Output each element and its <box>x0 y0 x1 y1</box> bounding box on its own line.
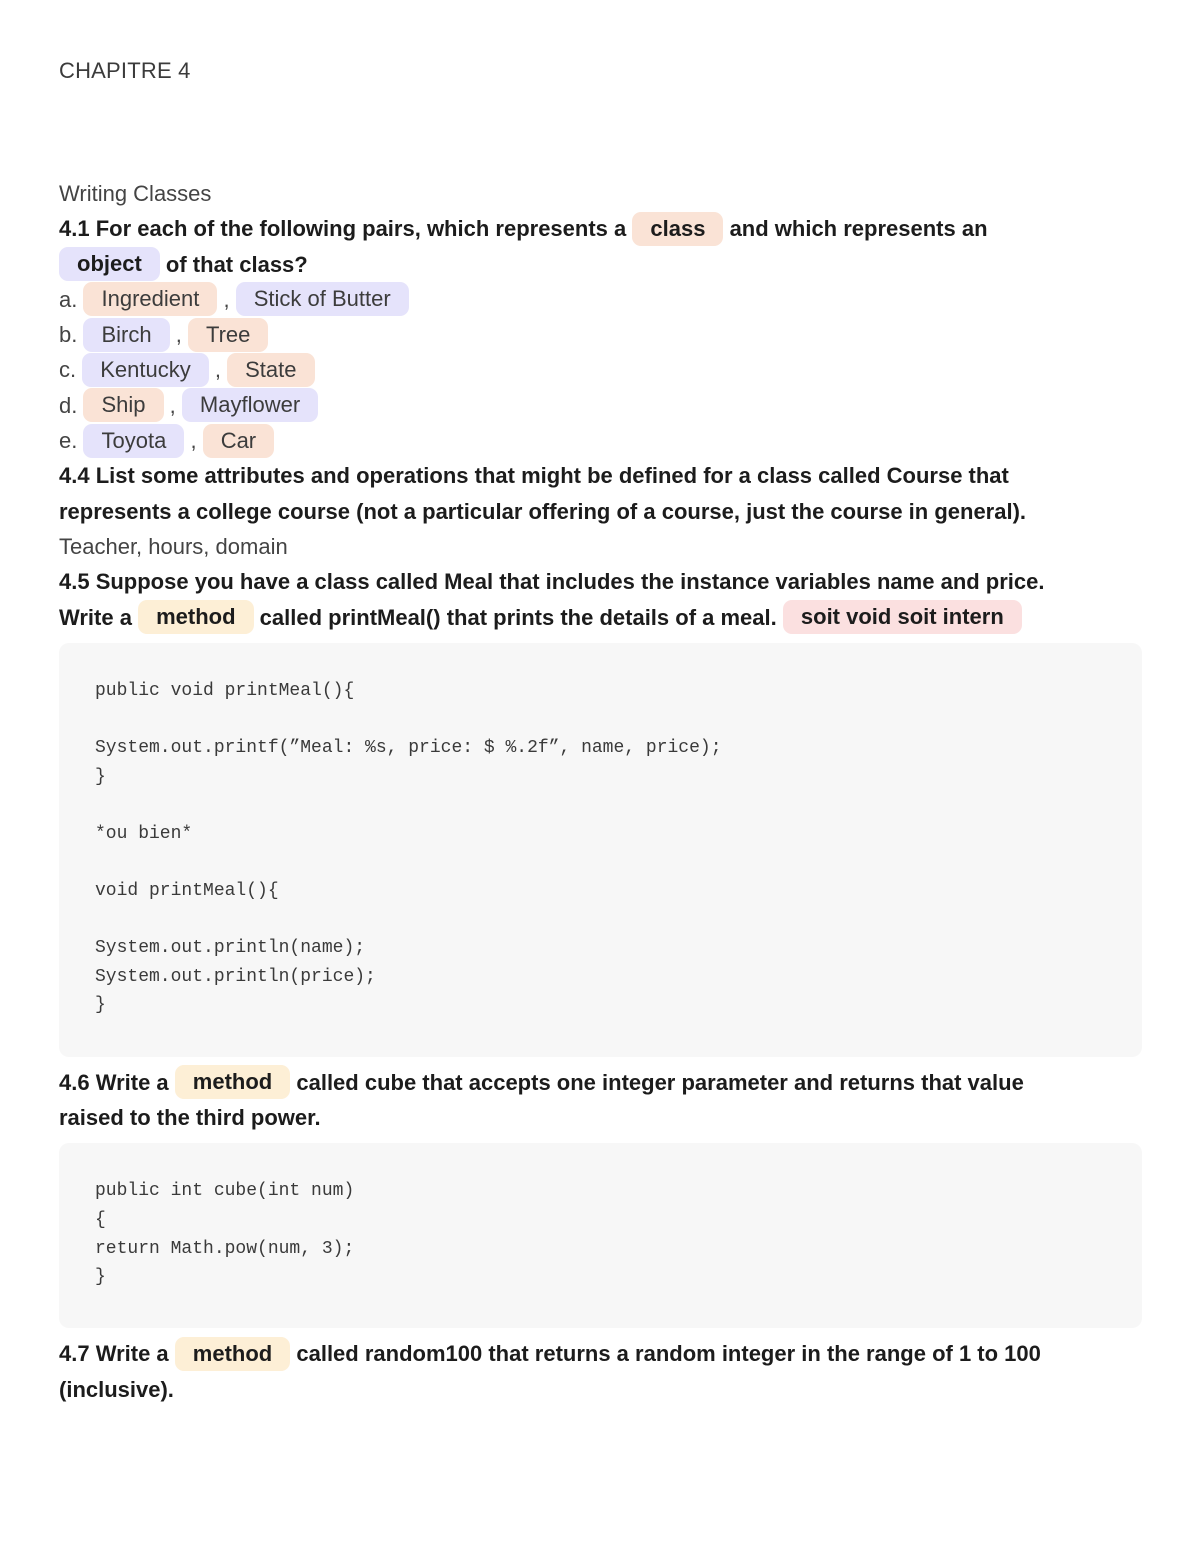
pair-second: Stick of Butter <box>236 282 409 316</box>
pair-first: Ship <box>83 388 163 422</box>
pair-e <box>59 423 1142 458</box>
question-4-6-line-1 <box>59 1065 1142 1100</box>
question-4-1-line-2 <box>59 247 1142 282</box>
code-line: { <box>95 1210 106 1231</box>
method-tag: method <box>175 1065 290 1099</box>
code-line: public void printMeal(){ <box>95 680 355 701</box>
code-line: System.out.printf(”Meal: %s, price: $ %.2f”, name, price); <box>95 738 722 759</box>
pair-first: Birch <box>83 318 169 352</box>
code-line: void printMeal(){ <box>95 881 279 902</box>
document-body <box>59 176 1142 1407</box>
pair-second: Tree <box>188 318 268 352</box>
question-4-5-mid: called printMeal() that prints the details of a meal. <box>259 604 777 630</box>
pair-c <box>59 352 1142 387</box>
question-4-1-suffix: of that class? <box>165 251 308 277</box>
code-line: return Math.pow(num, 3); <box>95 1238 355 1259</box>
code-line <box>95 906 1106 935</box>
class-tag: class <box>632 212 723 246</box>
pair-first: Toyota <box>83 424 184 458</box>
question-4-4-line-2: represents a college course (not a particular offering of a course, just the course in general). <box>59 498 1027 524</box>
question-4-6-suffix: called cube that accepts one integer parameter and returns that value <box>296 1069 1024 1095</box>
pair-separator: , <box>175 322 182 348</box>
question-4-4-line-1: 4.4 List some attributes and operations that might be defined for a class called Course that <box>59 463 1009 489</box>
question-4-1-prefix: 4.1 For each of the following pairs, which represents a <box>59 216 627 242</box>
code-line <box>95 848 1106 877</box>
object-tag: object <box>59 247 160 281</box>
question-4-5-prefix: Write a <box>59 604 132 630</box>
code-block-cube <box>59 1143 1142 1328</box>
chapter-heading: CHAPITRE 4 <box>59 58 191 83</box>
pair-separator: , <box>223 286 230 312</box>
pair-d <box>59 388 1142 423</box>
pair-first: Ingredient <box>83 282 217 316</box>
question-4-7-prefix: 4.7 Write a <box>59 1341 169 1367</box>
pair-letter: c. <box>59 357 77 383</box>
code-line: public int cube(int num) <box>95 1181 355 1202</box>
code-line <box>95 705 1106 734</box>
code-line: } <box>95 1267 106 1288</box>
question-4-7-line-1 <box>59 1336 1142 1371</box>
pair-a <box>59 282 1142 317</box>
pair-second: State <box>227 353 314 387</box>
pair-letter: a. <box>59 286 78 312</box>
method-tag: method <box>175 1337 290 1371</box>
question-4-6-line-2: raised to the third power. <box>59 1105 321 1131</box>
code-line: } <box>95 995 106 1016</box>
question-4-7-line-2: (inclusive). <box>59 1376 174 1402</box>
code-line: System.out.println(name); <box>95 938 366 959</box>
section-title: Writing Classes <box>59 181 212 206</box>
pair-b <box>59 317 1142 352</box>
question-4-7-suffix: called random100 that returns a random integer in the range of 1 to 100 <box>296 1341 1041 1367</box>
question-4-6-prefix: 4.6 Write a <box>59 1069 169 1095</box>
question-4-5-line-1: 4.5 Suppose you have a class called Meal that includes the instance variables name and price. <box>59 569 1045 595</box>
code-block-printmeal <box>59 643 1142 1057</box>
pair-separator: , <box>214 357 221 383</box>
code-line: } <box>95 766 106 787</box>
pair-second: Mayflower <box>182 388 318 422</box>
pair-first: Kentucky <box>82 353 209 387</box>
question-4-1-mid: and which represents an <box>729 216 988 242</box>
pair-letter: d. <box>59 392 78 418</box>
question-4-5-line-2 <box>59 600 1142 635</box>
question-4-1-line-1 <box>59 211 1142 246</box>
pair-letter: b. <box>59 322 78 348</box>
pair-letter: e. <box>59 428 78 454</box>
question-4-4-answer: Teacher, hours, domain <box>59 533 288 559</box>
code-line: *ou bien* <box>95 823 193 844</box>
pair-second: Car <box>203 424 274 458</box>
code-line: System.out.println(price); <box>95 966 376 987</box>
code-line <box>95 791 1106 820</box>
pair-separator: , <box>190 428 197 454</box>
note-tag: soit void soit intern <box>783 600 1022 634</box>
method-tag: method <box>138 600 253 634</box>
pair-separator: , <box>169 392 176 418</box>
